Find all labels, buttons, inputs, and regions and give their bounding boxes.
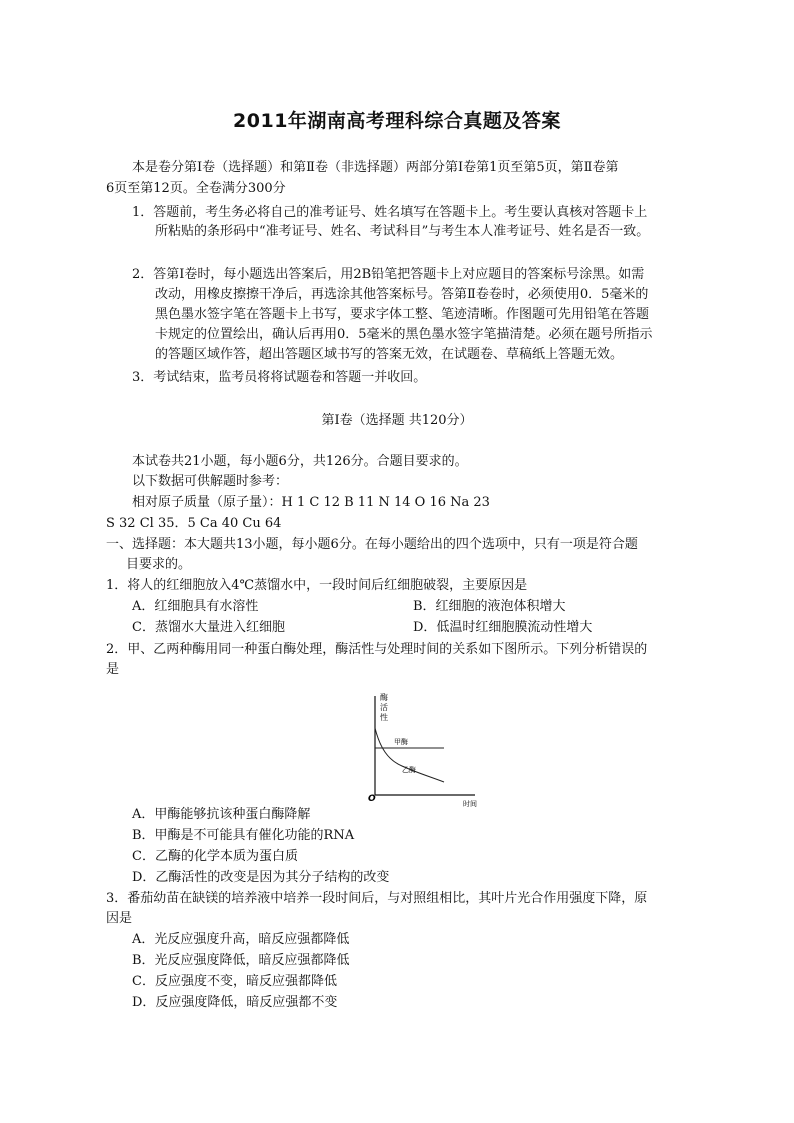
question-1-stem: 1．将人的红细胞放入4℃蒸馏水中，一段时间后红细胞破裂，主要原因是 [106,578,528,593]
origin-label: O [368,794,376,804]
instruction-2-line-5: 的答题区域作答，超出答题区域书写的答案无效，在试题卷、草稿纸上答题无效。 [155,347,624,362]
document-title: 2011年湖南高考理科综合真题及答案 [233,110,561,132]
instruction-1-line-2: 所粘贴的条形码中“准考证号、姓名、考试科目”与考生本人准考证号、姓名是否一致。 [155,224,650,239]
series-b-label: 乙酶 [402,766,416,774]
question-3-option-a: A．光反应强度升高，暗反应强都降低 [132,932,350,947]
question-3-option-c: C．反应强度不变，暗反应强都降低 [132,974,337,989]
question-1-option-b: B．红细胞的液泡体积增大 [413,599,566,614]
question-2-option-a: A．甲酶能够抗该种蛋白酶降解 [132,807,311,822]
question-1-option-c: C．蒸馏水大量进入红细胞 [132,620,285,635]
y-axis-label-char-3: 性 [380,713,388,722]
instruction-2-line-1: 2．答第Ⅰ卷时，每小题选出答案后，用2B铅笔把答题卡上对应题目的答案标号涂黑。如需 [132,267,645,282]
question-3-stem-line-2: 因是 [106,911,133,926]
atomic-mass-line-2: S 32 Cl 35．5 Ca 40 Cu 64 [106,516,282,531]
instruction-2-line-2: 改动，用橡皮擦擦干净后，再选涂其他答案标号。答第Ⅱ卷卷时，必须使用0．5毫米的 [155,287,649,302]
question-1-option-a: A．红细胞具有水溶性 [132,599,259,614]
question-2-option-d: D．乙酶活性的改变是因为其分子结构的改变 [132,870,390,885]
section-info-line-2: 以下数据可供解题时参考： [132,474,289,489]
intro-line-1: 本是卷分第Ⅰ卷（选择题）和第Ⅱ卷（非选择题）两部分第Ⅰ卷第1页至第5页，第Ⅱ卷第 [132,160,619,175]
instruction-2-line-3: 黑色墨水签字笔在答题卡上书写，要求字体工整、笔迹清晰。作图题可先用铅笔在答题 [155,307,650,322]
y-axis-label-char-1: 酶 [380,693,388,702]
instruction-2-line-4: 卡规定的位置绘出，确认后再用0．5毫米的黑色墨水签字笔描清楚。必须在题号所指示 [155,327,653,342]
question-3-stem-line-1: 3．番茄幼苗在缺镁的培养液中培养一段时间后，与对照组相比，其叶片光合作用强度下降，原 [106,891,648,906]
part1-heading-line-2: 目要求的。 [126,557,192,572]
question-3-option-b: B．光反应强度降低，暗反应强都降低 [132,953,350,968]
part1-heading-line-1: 一、选择题：本大题共13小题，每小题6分。在每小题给出的四个选项中，只有一项是符合题 [106,537,638,552]
series-a-label: 甲酶 [394,738,408,746]
y-axis-label-char-2: 活 [380,703,388,712]
question-3-option-d: D．反应强度降低，暗反应强都不变 [132,995,338,1010]
instruction-1-line-1: 1．答题前，考生务必将自己的准考证号、姓名填写在答题卡上。考生要认真核对答题卡上 [132,205,648,220]
question-2-option-b: B．甲酶是不可能具有催化功能的RNA [132,828,355,843]
question-2-stem-line-1: 2．甲、乙两种酶用同一种蛋白酶处理，酶活性与处理时间的关系如下图所示。下列分析错误的 [106,642,648,657]
section-heading: 第Ⅰ卷（选择题 共120分） [321,413,473,428]
x-axis-label: 时间 [463,800,477,808]
question-2-stem-line-2: 是 [106,662,120,677]
intro-line-2: 6页至第12页。全卷满分300分 [106,181,286,196]
instruction-3: 3．考试结束，监考员将将试题卷和答题一并收回。 [132,370,427,385]
question-1-option-d: D．低温时红细胞膜流动性增大 [413,620,593,635]
enzyme-activity-figure [360,690,490,810]
atomic-mass-line-1: 相对原子质量（原子量）：H 1 C 12 B 11 N 14 O 16 Na 23 [132,495,490,510]
section-info-line-1: 本试卷共21小题，每小题6分，共126分。合题目要求的。 [132,454,468,469]
question-2-option-c: C．乙酶的化学本质为蛋白质 [132,849,298,864]
